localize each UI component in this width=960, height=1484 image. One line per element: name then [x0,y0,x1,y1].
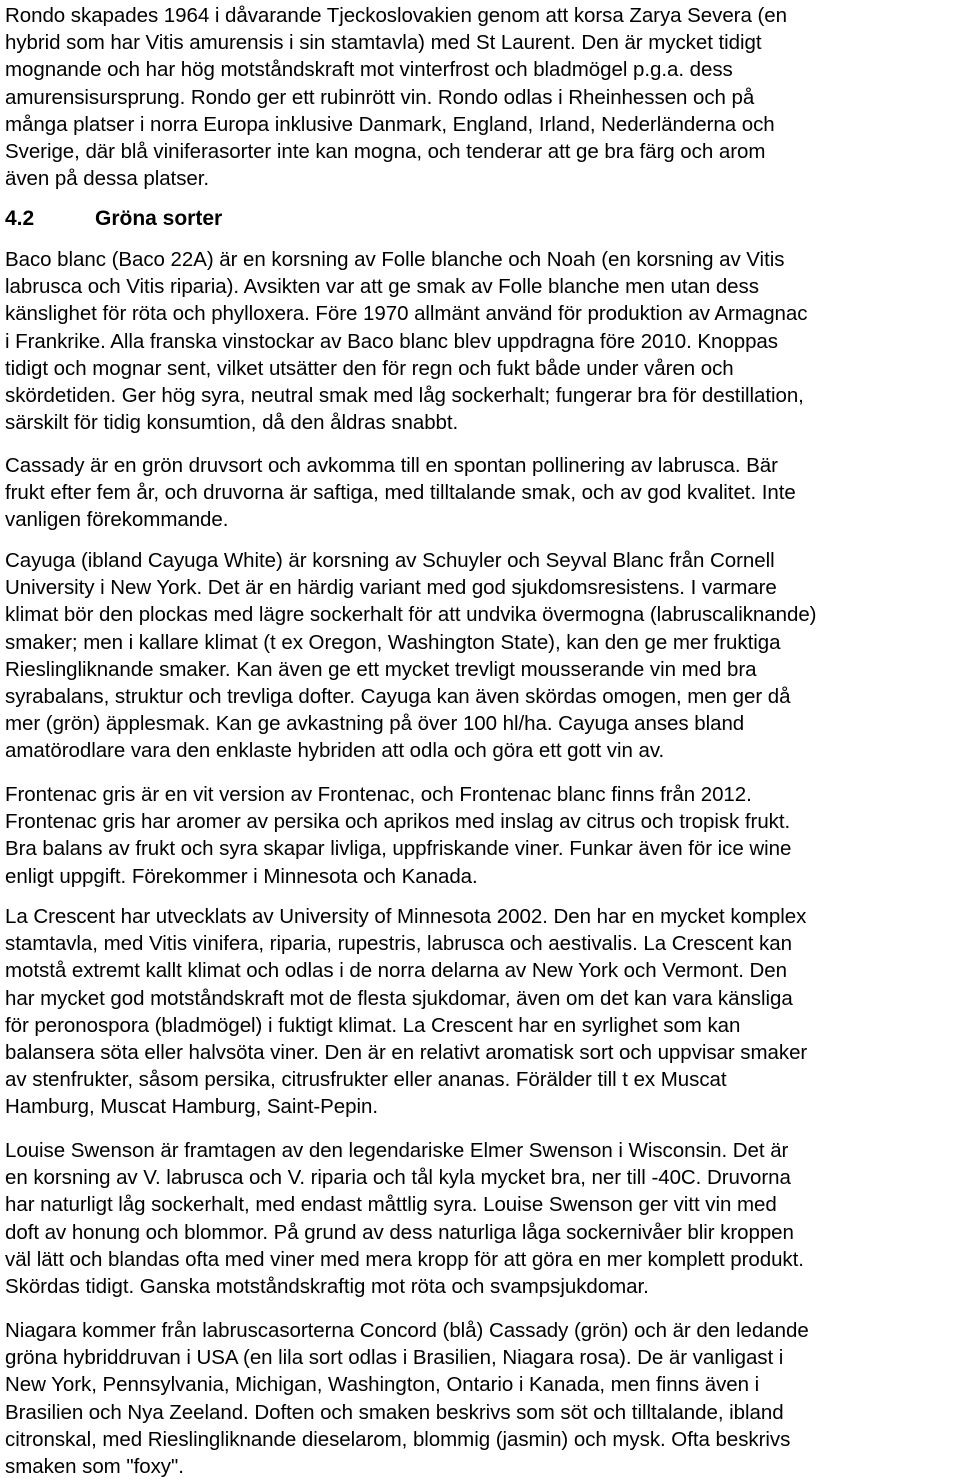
paragraph-frontenac-gris: Frontenac gris är en vit version av Frontenac, och Frontenac blanc finns från 2012. Frontenac gris har aromer av persika och aprikos med inslag av citrus och tropisk frukt. Bra balans av frukt och syra skapar livliga, uppfriskande viner. Funkar även för ice wine enligt uppgift. Förekommer i Minnesota och Kanada. [5,783,792,888]
paragraph-baco-blanc: Baco blanc (Baco 22A) är en korsning av Folle blanche och Noah (en korsning av Vitis labrusca och Vitis riparia). Avsikten var att ge smak av Folle blanche men utan dess känslighet för röta och phylloxera. Före 1970 allmänt använd för produktion av Armagnac i Frankrike. Alla franska vinstockar av Baco blanc blev uppdragna före 2010. Knoppas tidigt och mognar sent, vilket utsätter den för regn och fukt både under våren och skördetiden. Ger hög syra, neutral smak med låg sockerhalt; fungerar bra för destillation, särskilt för tidig konsumtion, då den åldras snabbt. [5,248,808,435]
paragraph-louise-swenson: Louise Swenson är framtagen av den legendariske Elmer Swenson i Wisconsin. Det är en korsning av V. labrusca och V. riparia och tål kyla mycket bra, ner till -40C. Druvorna har naturligt låg sockerhalt, med endast måttlig syra. Louise Swenson ger vitt vin med doft av honung och blommor. På grund av dess naturliga låga sockernivåer blir kroppen väl lätt och blandas ofta med viner med mera kropp för att göra en mer komplett produkt. Skördas tidigt. Ganska motståndskraftig mot röta och svampsjukdomar. [5,1139,804,1299]
section-title: Gröna sorter [95,207,223,230]
paragraph-rondo: Rondo skapades 1964 i dåvarande Tjeckoslovakien genom att korsa Zarya Severa (en hybrid som har Vitis amurensis i sin stamtavla) med St Laurent. Den är mycket tidigt mognande och har hög motståndskraft mot vinterfrost och bladmögel p.g.a. dess amurensisursprung. Rondo ger ett rubinrött vin. Rondo odlas i Rheinhessen och på många platser i norra Europa inklusive Danmark, England, Irland, Nederländerna och Sverige, där blå viniferasorter inte kan mogna, och tenderar att ge bra färg och arom även på dessa platser. [5,4,787,191]
paragraph-la-crescent: La Crescent har utvecklats av University of Minnesota 2002. Den har en mycket komplex stamtavla, med Vitis vinifera, riparia, rupestris, labrusca och aestivalis. La Crescent kan motstå extremt kallt klimat och odlas i de norra delarna av New York och Vermont. Den har mycket god motståndskraft mot de flesta sjukdomar, även om det kan vara känsliga för peronospora (bladmögel) i fuktigt klimat. La Crescent har en syrlighet som kan balansera söta eller halvsöta viner. Den är en relativt aromatisk sort och uppvisar smaker av stenfrukter, såsom persika, citrusfrukter eller ananas. Förälder till t ex Muscat Hamburg, Muscat Hamburg, Saint-Pepin. [5,905,808,1119]
paragraph-cassady: Cassady är en grön druvsort och avkomma till en spontan pollinering av labrusca. Bär frukt efter fem år, och druvorna är saftiga, med tilltalande smak, och av god kvalitet. Inte vanligen förekommande. [5,454,796,532]
section-number: 4.2 [5,207,35,230]
paragraph-cayuga: Cayuga (ibland Cayuga White) är korsning av Schuyler och Seyval Blanc från Cornell University i New York. Det är en härdig variant med god sjukdomsresistens. I varmare klimat bör den plockas med lägre sockerhalt för att undvika övermogna (labruscaliknande) smaker; men i kallare klimat (t ex Oregon, Washington State), kan den ge mer fruktiga Rieslingliknande smaker. Kan även ge ett mycket trevligt mousserande vin med bra syrabalans, struktur och trevliga dofter. Cayuga kan även skördas omogen, men ger då mer (grön) äpplesmak. Kan ge avkastning på över 100 hl/ha. Cayuga anses bland amatörodlare vara den enklaste hybriden att odla och göra ett gott vin av. [5,549,817,763]
section-heading [5,205,222,233]
paragraph-niagara: Niagara kommer från labruscasorterna Concord (blå) Cassady (grön) och är den ledande gröna hybriddruvan i USA (en lila sort odlas i Brasilien, Niagara rosa). De är vanligast i New York, Pennsylvania, Michigan, Washington, Ontario i Kanada, men finns även i Brasilien och Nya Zeeland. Doften och smaken beskrivs som söt och tilltalande, ibland citronskal, med Rieslingliknande dieselarom, blommig (jasmin) och mysk. Ofta beskrivs smaken som "foxy". [5,1319,809,1479]
